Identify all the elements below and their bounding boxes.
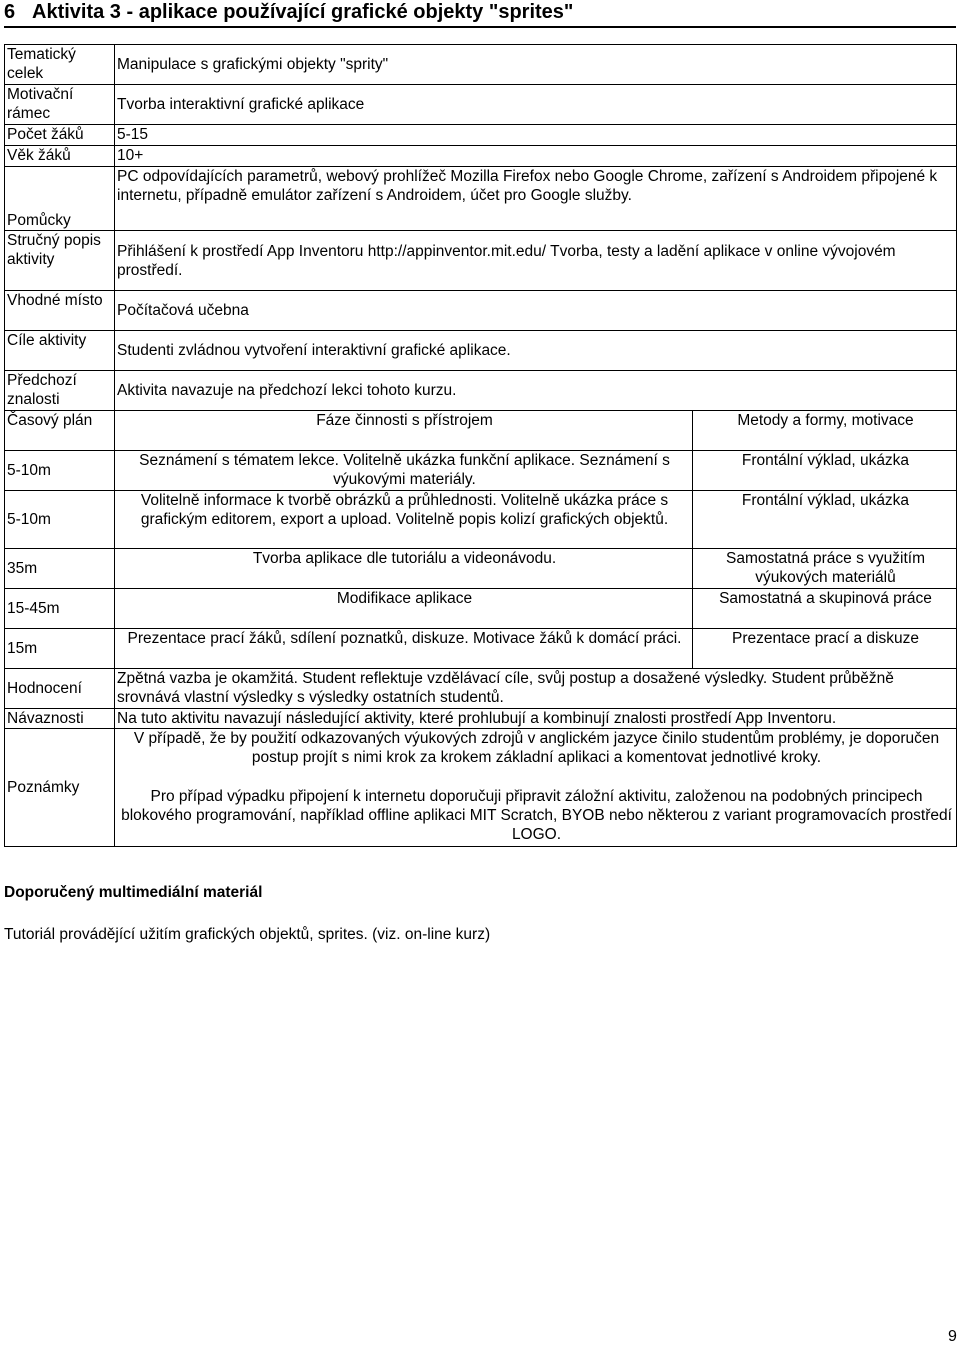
value-pocet-zaku: 5-15: [115, 125, 957, 146]
section-title: Aktivita 3 - aplikace používající grafické objekty "sprites": [32, 1, 574, 23]
row-pocet-zaku: [5, 125, 957, 146]
plan-phase: Seznámení s tématem lekce. Volitelně ukázka funkční aplikace. Seznámení s výukovými materiály.: [115, 451, 693, 491]
plan-time: 15-45m: [5, 589, 115, 629]
label-navaznosti: Návaznosti: [5, 709, 115, 729]
row-tematicky-celek: [5, 45, 957, 85]
value-navaznosti: Na tuto aktivitu navazují následující aktivity, které prohlubují a kombinují znalosti prostředí App Inventoru.: [115, 709, 957, 729]
row-cile-aktivity: [5, 331, 957, 371]
label-pomucky: Pomůcky: [5, 167, 115, 231]
value-poznamky: [115, 729, 957, 847]
value-vek-zaku: 10+: [115, 146, 957, 167]
plan-method: Frontální výklad, ukázka: [693, 451, 957, 491]
value-motivacni-ramec: Tvorba interaktivní grafické aplikace: [115, 85, 957, 125]
plan-header-phase: Fáze činnosti s přístrojem: [115, 411, 693, 451]
row-strucny-popis: [5, 231, 957, 291]
label-cile-aktivity: Cíle aktivity: [5, 331, 115, 371]
multimedia-title: Doporučený multimediální materiál: [4, 884, 263, 901]
label-pocet-zaku: Počet žáků: [5, 125, 115, 146]
value-strucny-popis: Přihlášení k prostředí App Inventoru http://appinventor.mit.edu/ Tvorba, testy a ladění aplikace v online vývojovém prostředí.: [115, 231, 957, 291]
plan-time: 15m: [5, 629, 115, 669]
label-predchozi-znalosti: Předchozí znalosti: [5, 371, 115, 411]
plan-phase: Prezentace prací žáků, sdílení poznatků, diskuze. Motivace žáků k domácí práci.: [115, 629, 693, 669]
label-vhodne-misto: Vhodné místo: [5, 291, 115, 331]
plan-row: [5, 451, 957, 491]
row-hodnoceni: [5, 669, 957, 709]
plan-row: [5, 549, 957, 589]
label-casovy-plan: Časový plán: [5, 411, 115, 451]
page-number: 9: [948, 1328, 957, 1345]
plan-method: Samostatná práce s využitím výukových materiálů: [693, 549, 957, 589]
plan-method: Prezentace prací a diskuze: [693, 629, 957, 669]
value-pomucky: PC odpovídajících parametrů, webový prohlížeč Mozilla Firefox nebo Google Chrome, zařízení s Androidem připojené k internetu, případně emulátor zařízení s Androidem, účet pro Google služby.: [115, 167, 957, 231]
plan-row: [5, 491, 957, 549]
label-motivacni-ramec: Motivační rámec: [5, 85, 115, 125]
section-heading: [4, 0, 956, 28]
multimedia-text: Tutoriál provádějící užitím grafických objektů, sprites. (viz. on-line kurz): [4, 926, 491, 943]
label-hodnoceni: Hodnocení: [5, 669, 115, 709]
plan-method: Frontální výklad, ukázka: [693, 491, 957, 549]
plan-time: 5-10m: [5, 451, 115, 491]
value-vhodne-misto: Počítačová učebna: [115, 291, 957, 331]
value-tematicky-celek: Manipulace s grafickými objekty "sprity": [115, 45, 957, 85]
row-vhodne-misto: [5, 291, 957, 331]
value-cile-aktivity: Studenti zvládnou vytvoření interaktivní grafické aplikace.: [115, 331, 957, 371]
plan-time: 5-10m: [5, 491, 115, 549]
row-poznamky: [5, 729, 957, 847]
plan-row: [5, 629, 957, 669]
row-pomucky: [5, 167, 957, 231]
row-casovy-plan-header: [5, 411, 957, 451]
section-number: 6: [4, 1, 16, 23]
poznamky-paragraph: V případě, že by použití odkazovaných výukových zdrojů v anglickém jazyce činilo studentům problémy, je doporučen postup projít s nimi krok za krokem základní aplikaci a komentovat jednotlivé kroky.: [133, 730, 940, 766]
value-hodnoceni: Zpětná vazba je okamžitá. Student reflektuje vzdělávací cíle, svůj postup a dosažené výsledky. Student průběžně srovnává vlastní výsledky s výsledky ostatních studentů.: [115, 669, 957, 709]
plan-time: 35m: [5, 549, 115, 589]
plan-phase: Tvorba aplikace dle tutoriálu a videonávodu.: [115, 549, 693, 589]
poznamky-paragraph: Pro případ výpadku připojení k internetu doporučuji připravit záložní aktivitu, založenou na podobných principech blokového programování, například offline aplikaci MIT Scratch, BYOB nebo některou z variant programovacích prostředí LOGO.: [121, 788, 952, 843]
row-motivacni-ramec: [5, 85, 957, 125]
plan-phase: Modifikace aplikace: [115, 589, 693, 629]
label-vek-zaku: Věk žáků: [5, 146, 115, 167]
row-predchozi-znalosti: [5, 371, 957, 411]
plan-row: [5, 589, 957, 629]
row-navaznosti: [5, 709, 957, 729]
label-strucny-popis: Stručný popis aktivity: [5, 231, 115, 291]
plan-header-method: Metody a formy, motivace: [693, 411, 957, 451]
value-predchozi-znalosti: Aktivita navazuje na předchozí lekci tohoto kurzu.: [115, 371, 957, 411]
label-tematicky-celek: Tematický celek: [5, 45, 115, 85]
label-poznamky: Poznámky: [5, 729, 115, 847]
plan-phase: Volitelně informace k tvorbě obrázků a průhlednosti. Volitelně ukázka práce s grafickým editorem, export a upload. Volitelně popis kolizí grafických objektů.: [115, 491, 693, 549]
plan-method: Samostatná a skupinová práce: [693, 589, 957, 629]
activity-table: [4, 44, 957, 847]
row-vek-zaku: [5, 146, 957, 167]
